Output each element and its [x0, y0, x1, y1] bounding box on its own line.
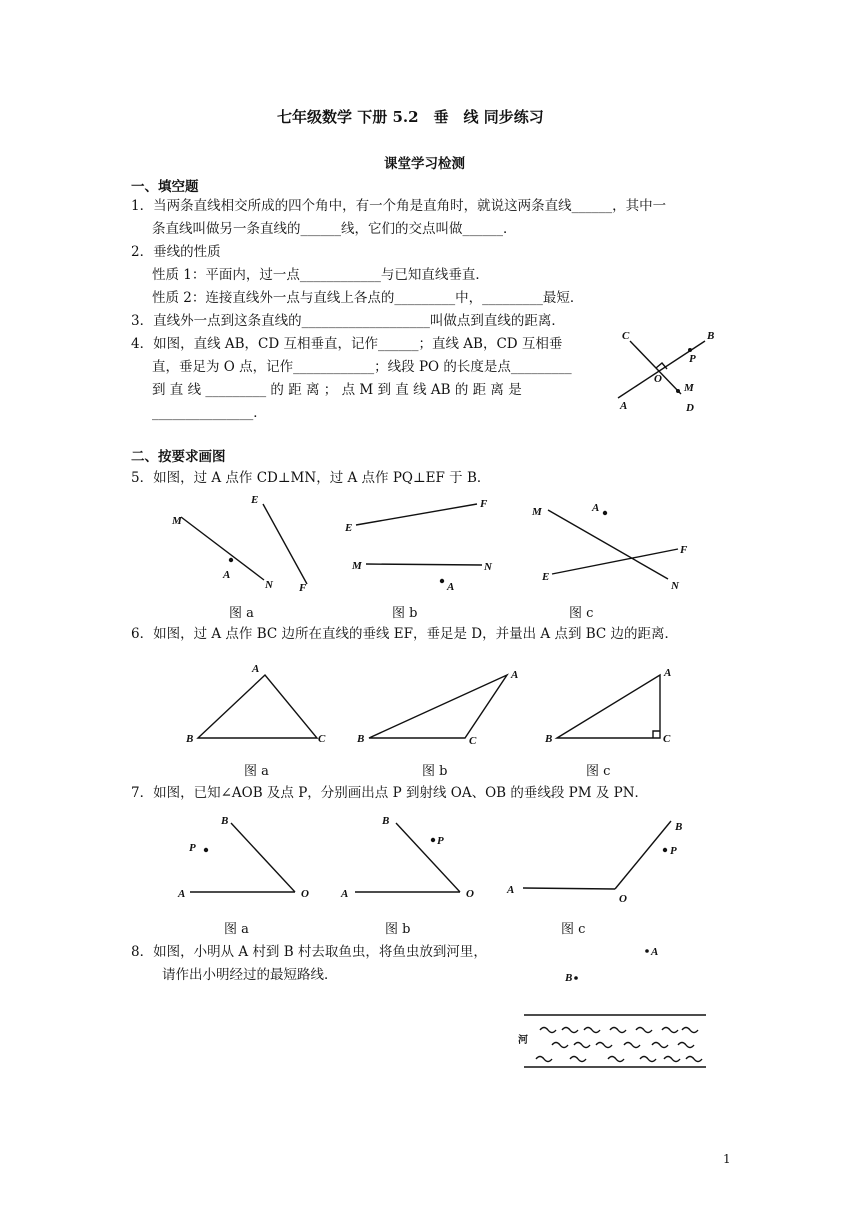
svg-text:N: N: [484, 561, 492, 573]
caption-q5-c: 图 c: [569, 606, 594, 621]
svg-text:M: M: [172, 515, 182, 527]
question-4-line-2: 直，垂足为 O 点，记作____________；线段 PO 的长度是点_________: [152, 359, 572, 375]
svg-text:O: O: [654, 373, 662, 385]
caption-q7-b: 图 b: [385, 922, 411, 937]
river-waves: [536, 1028, 702, 1062]
question-8-line-2: 请作出小明经过的最短路线．: [162, 967, 338, 983]
svg-text:B: B: [675, 821, 683, 833]
svg-text:B: B: [707, 330, 715, 342]
svg-text:C: C: [663, 733, 671, 745]
section-fill-blank: 一、填空题: [131, 179, 199, 195]
figure-q7-a: [175, 810, 325, 905]
question-3: 3．直线外一点到这条直线的___________________叫做点到直线的距离．: [131, 313, 565, 329]
svg-text:河: 河: [518, 1035, 528, 1046]
caption-q5-a: 图 a: [229, 606, 254, 621]
figure-q5-c: [530, 495, 700, 600]
subtitle: 课堂学习检测: [384, 156, 465, 172]
figure-q4: [600, 325, 730, 415]
question-2-line-1: 2．垂线的性质: [131, 244, 221, 260]
caption-q7-c: 图 c: [561, 922, 586, 937]
figure-q8: [512, 935, 712, 1075]
svg-text:M: M: [352, 560, 362, 572]
figure-q5-b: [340, 490, 500, 600]
figure-q6-b: [355, 660, 530, 750]
svg-text:D: D: [686, 402, 694, 414]
question-6: 6．如图，过 A 点作 BC 边所在直线的垂线 EF，垂足是 D，并量出 A 点到 BC 边的距离．: [131, 626, 679, 642]
figure-q7-b: [338, 810, 488, 905]
svg-text:E: E: [542, 571, 550, 583]
question-1-line-2: 条直线叫做另一条直线的______线，它们的交点叫做______．: [152, 221, 517, 237]
svg-text:O: O: [301, 888, 309, 900]
svg-text:A: A: [620, 400, 628, 412]
page-title: 七年级数学 下册 5.2 垂 线 同步练习: [277, 108, 544, 126]
caption-q7-a: 图 a: [224, 922, 249, 937]
caption-q6-a: 图 a: [244, 764, 269, 779]
svg-text:B: B: [565, 972, 573, 984]
question-8-line-1: 8．如图，小明从 A 村到 B 村去取鱼虫，将鱼虫放到河里，: [131, 944, 487, 960]
right-angle-mark: [656, 363, 667, 369]
svg-text:C: C: [318, 733, 326, 745]
svg-text:C: C: [622, 330, 630, 342]
caption-q6-b: 图 b: [422, 764, 448, 779]
svg-text:P: P: [670, 845, 677, 857]
svg-text:N: N: [265, 579, 273, 591]
svg-text:C: C: [469, 735, 477, 747]
svg-text:F: F: [299, 582, 307, 594]
caption-q6-c: 图 c: [586, 764, 611, 779]
svg-text:A: A: [341, 888, 349, 900]
figure-q7-c: [505, 810, 695, 905]
svg-text:E: E: [345, 522, 353, 534]
question-4-line-1: 4．如图，直线 AB，CD 互相垂直，记作______；直线 AB，CD 互相垂: [131, 336, 563, 352]
question-5: 5．如图，过 A 点作 CD⊥MN，过 A 点作 PQ⊥EF 于 B．: [131, 470, 491, 486]
svg-text:P: P: [189, 842, 196, 854]
svg-text:B: B: [382, 815, 390, 827]
svg-text:A: A: [178, 888, 186, 900]
svg-text:A: A: [511, 669, 519, 681]
point-m: [676, 389, 680, 393]
svg-text:N: N: [671, 580, 679, 592]
question-4-line-3: 到 直 线 _________ 的 距 离 ； 点 M 到 直 线 AB 的 距 离 是: [152, 382, 522, 398]
svg-text:A: A: [651, 946, 659, 958]
svg-text:P: P: [689, 353, 696, 365]
question-2-line-3: 性质 2：连接直线外一点与直线上各点的_________中，_________最短．: [152, 290, 584, 306]
svg-text:B: B: [221, 815, 229, 827]
question-7: 7．如图，已知∠AOB 及点 P，分别画出点 P 到射线 OA、OB 的垂线段 PM 及 PN．: [131, 785, 649, 801]
svg-text:O: O: [466, 888, 474, 900]
question-2-line-2: 性质 1：平面内，过一点____________与已知直线垂直．: [152, 267, 489, 283]
svg-text:F: F: [480, 498, 488, 510]
svg-text:E: E: [251, 494, 259, 506]
svg-text:A: A: [223, 569, 231, 581]
page-number: 1: [723, 1152, 731, 1166]
svg-text:A: A: [447, 581, 455, 593]
svg-text:A: A: [592, 502, 600, 514]
point-p: [688, 348, 692, 352]
svg-text:B: B: [186, 733, 194, 745]
line-cd: [630, 341, 681, 394]
svg-text:B: B: [545, 733, 553, 745]
svg-text:F: F: [680, 544, 688, 556]
question-1-line-1: 1．当两条直线相交所成的四个角中，有一个角是直角时，就说这两条直线______，其中一: [131, 198, 667, 214]
svg-text:P: P: [437, 835, 444, 847]
question-4-line-4: _______________．: [152, 405, 267, 421]
svg-text:A: A: [252, 663, 260, 675]
figure-q5-a: [170, 490, 320, 600]
svg-text:M: M: [532, 506, 542, 518]
figure-q6-a: [180, 660, 330, 750]
section-drawing: 二、按要求画图: [131, 449, 226, 465]
figure-q6-c: [545, 660, 685, 750]
caption-q5-b: 图 b: [392, 606, 418, 621]
svg-text:A: A: [664, 667, 672, 679]
svg-text:A: A: [507, 884, 515, 896]
svg-text:M: M: [684, 382, 694, 394]
svg-text:B: B: [357, 733, 365, 745]
svg-text:O: O: [619, 893, 627, 905]
